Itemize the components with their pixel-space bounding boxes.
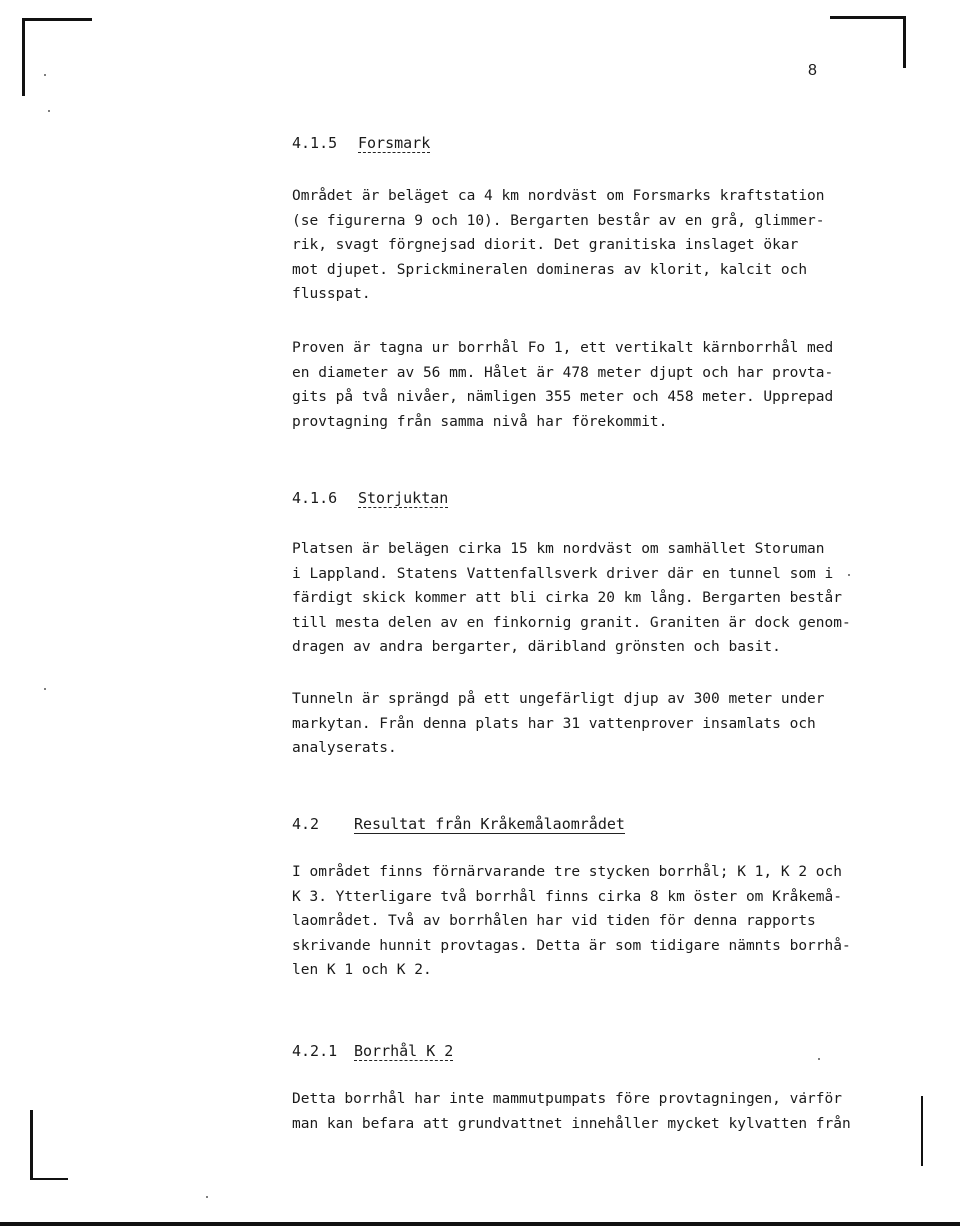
text-line: skrivande hunnit provtagas. Detta är som tidigare nämnts borrhå- [292, 937, 851, 954]
text-line: analyserats. [292, 740, 397, 756]
paragraph [292, 687, 825, 761]
text-line: Detta borrhål har inte mammutpumpats före provtagningen, varför [292, 1091, 842, 1107]
paragraph [292, 336, 833, 434]
scan-speck [206, 1196, 208, 1198]
text-line: färdigt skick kommer att bli cirka 20 km lång. Bergarten består [292, 590, 842, 606]
text-line: rik, svagt förgnejsad diorit. Det granitiska inslaget ökar [292, 237, 799, 253]
scan-speck [48, 110, 50, 112]
section-heading [292, 1042, 453, 1061]
scan-frame-mark [22, 18, 25, 96]
text-line: dragen av andra bergarter, däribland grönsten och basit. [292, 639, 781, 655]
text-line: markytan. Från denna plats har 31 vattenprover insamlats och [292, 715, 816, 732]
text-line: gits på två nivåer, nämligen 355 meter och 458 meter. Upprepad [292, 389, 834, 405]
text-line: en diameter av 56 mm. Hålet är 478 meter djupt och har provta- [292, 364, 834, 381]
text-line: Platsen är belägen cirka 15 km nordväst om samhället Storuman [292, 541, 825, 557]
paragraph [292, 860, 851, 983]
text-line: laområdet. Två av borrhålen har vid tiden för denna rapports [292, 913, 816, 929]
text-line: len K 1 och K 2. [292, 962, 432, 978]
text-line: Området är beläget ca 4 km nordväst om Forsmarks kraftstation [292, 188, 825, 204]
text-line: Proven är tagna ur borrhål Fo 1, ett vertikalt kärnborrhål med [292, 340, 834, 356]
scan-bottom-edge [0, 1222, 960, 1226]
text-line: i Lappland. Statens Vattenfallsverk driver där en tunnel som i [292, 565, 834, 582]
text-line: till mesta delen av en finkornig granit. Graniten är dock genom- [292, 614, 851, 631]
scan-frame-mark [830, 16, 905, 19]
section-number: 4.2 [292, 815, 320, 833]
text-line: man kan befara att grundvattnet innehåller mycket kylvatten från [292, 1115, 851, 1132]
paragraph [292, 537, 851, 660]
scan-frame-mark [903, 16, 906, 68]
section-title: Resultat från Kråkemålaområdet [354, 815, 625, 833]
section-title: Storjuktan [358, 489, 449, 507]
text-line: I området finns förnärvarande tre stycken borrhål; K 1, K 2 och [292, 864, 842, 880]
section-title: Borrhål K 2 [354, 1042, 454, 1060]
scan-frame-mark [30, 1178, 68, 1180]
section-title: Forsmark [358, 134, 431, 152]
text-line: flusspat. [292, 286, 371, 302]
section-heading [292, 489, 448, 508]
section-number: 4.1.6 [292, 489, 338, 507]
text-line: Tunneln är sprängd på ett ungefärligt djup av 300 meter under [292, 691, 825, 707]
text-line: K 3. Ytterligare två borrhål finns cirka 8 km öster om Kråkemå- [292, 888, 842, 905]
scan-frame-mark [30, 1110, 33, 1180]
text-line: provtagning från samma nivå har förekommit. [292, 413, 668, 430]
scan-speck [44, 74, 46, 76]
text-line: (se figurerna 9 och 10). Bergarten består av en grå, glimmer- [292, 212, 825, 229]
scan-speck [818, 1058, 820, 1060]
section-heading [292, 134, 430, 153]
section-heading [292, 815, 625, 834]
paragraph [292, 1087, 851, 1136]
scan-frame-mark [22, 18, 92, 21]
page-number: 8 [808, 62, 817, 79]
scan-speck [44, 688, 46, 690]
section-number: 4.2.1 [292, 1042, 338, 1060]
text-line: mot djupet. Sprickmineralen domineras av klorit, kalcit och [292, 261, 808, 278]
section-number: 4.1.5 [292, 134, 338, 152]
paragraph [292, 184, 825, 307]
scan-frame-mark [921, 1096, 923, 1166]
